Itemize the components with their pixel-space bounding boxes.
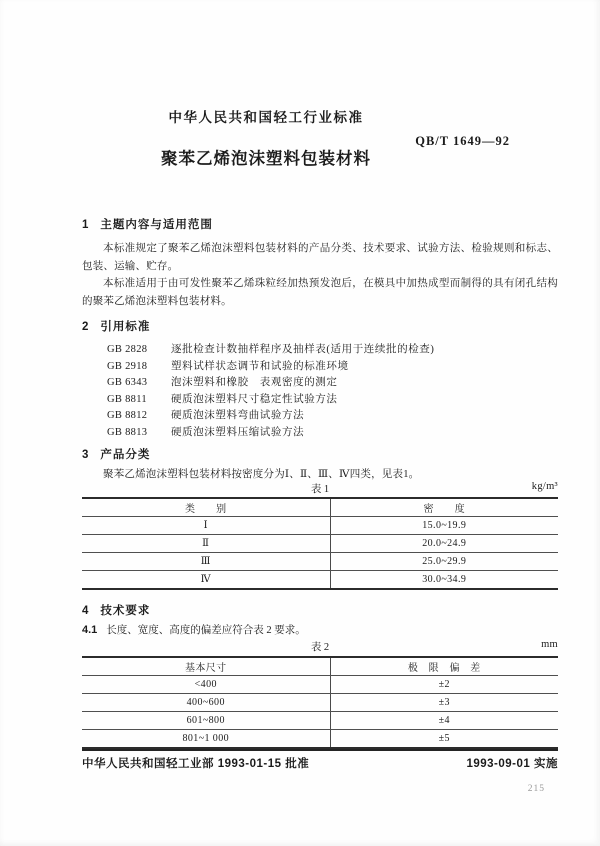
section-2-number: 2 (82, 321, 89, 333)
table-row (82, 571, 558, 590)
column-header-basic-size: 基本尺寸 (82, 657, 330, 676)
table-1-caption: 表 1 (310, 484, 330, 495)
section-1-heading (82, 216, 558, 232)
ref-code: GB 8811 (107, 393, 147, 405)
density-cell: 20.0~24.9 (330, 535, 558, 553)
ref-title: 硬质泡沫塑料尺寸稳定性试验方法 (171, 393, 338, 405)
column-header-class: 类 别 (82, 498, 330, 517)
section-2-heading (82, 318, 558, 334)
section-1-body (82, 240, 558, 310)
column-header-density: 密 度 (330, 498, 558, 517)
standard-org-line: 中华人民共和国轻工行业标准 (168, 110, 364, 125)
list-item (82, 341, 558, 358)
class-cell: Ⅰ (82, 517, 330, 535)
approval-statement: 中华人民共和国轻工业部 1993-01-15 批准 (82, 758, 310, 770)
ref-code: GB 6343 (107, 377, 148, 388)
deviation-cell: ±4 (330, 712, 558, 730)
table-row (82, 517, 558, 535)
section-3-number: 3 (82, 449, 89, 461)
deviation-cell: ±3 (330, 694, 558, 712)
table-1-caption-row (82, 481, 558, 496)
table-2-caption-row (82, 639, 558, 654)
size-cell: 801~1 000 (82, 730, 330, 749)
table-row (82, 676, 558, 694)
column-header-limit-deviation: 极 限 偏 差 (330, 657, 558, 676)
ref-code: GB 8813 (107, 426, 148, 438)
size-cell: <400 (82, 676, 330, 694)
table-row (82, 535, 558, 553)
deviation-cell: ±5 (438, 733, 450, 744)
classification-paragraph: 聚苯乙烯泡沫塑料包装材料按密度分为Ⅰ、Ⅱ、Ⅲ、Ⅳ四类，见表1。 (103, 469, 420, 480)
ref-title: 硬质泡沫塑料压缩试验方法 (171, 426, 305, 438)
class-cell: Ⅱ (82, 535, 330, 553)
scope-paragraph-1: 本标准规定了聚苯乙烯泡沫塑料包装材料的产品分类、技术要求、试验方法、检验规则和标志、包装、运输、贮存。 (82, 243, 558, 272)
footer-divider (82, 749, 558, 751)
section-4-heading (82, 602, 558, 618)
ref-title: 泡沫塑料和橡胶 表观密度的测定 (171, 377, 338, 388)
footer-line (82, 755, 558, 771)
table-header-row (82, 657, 558, 676)
list-item (82, 358, 558, 375)
list-item (82, 391, 558, 408)
ref-title: 塑料试样状态调节和试验的标准环境 (171, 360, 349, 372)
list-item (82, 424, 558, 441)
density-cell: 15.0~19.9 (330, 517, 558, 535)
referenced-standards-list (82, 341, 558, 440)
section-1-number: 1 (82, 219, 89, 231)
dimension-tolerance-table (82, 656, 558, 749)
implementation-date: 1993-09-01 实施 (466, 758, 558, 770)
table-2-caption: 表 2 (310, 642, 330, 653)
density-cell: 25.0~29.9 (330, 553, 558, 571)
section-3-title: 产品分类 (100, 449, 151, 461)
ref-code: GB 2828 (107, 344, 148, 355)
table-2-unit: mm (541, 639, 558, 650)
size-cell: 400~600 (82, 694, 330, 712)
clause-4-1-number: 4.1 (82, 624, 98, 636)
density-cell: 30.0~34.9 (422, 574, 467, 585)
list-item (82, 374, 558, 391)
page-number: 215 (527, 784, 545, 794)
scope-paragraph-2: 本标准适用于由可发性聚苯乙烯珠粒经加热预发泡后，在模具中加热成型而制得的具有闭孔结构的聚苯乙烯泡沫塑料包装材料。 (82, 278, 558, 307)
table-row (82, 730, 558, 749)
deviation-cell: ±2 (330, 676, 558, 694)
density-class-table (82, 497, 558, 590)
table-header-row (82, 498, 558, 517)
table-1-unit: kg/m³ (531, 481, 558, 492)
table-row (82, 694, 558, 712)
list-item (82, 407, 558, 424)
class-cell: Ⅳ (82, 571, 330, 590)
table-row (82, 553, 558, 571)
ref-code: GB 8812 (107, 410, 148, 421)
ref-title: 硬质泡沫塑料弯曲试验方法 (171, 410, 305, 421)
table-row (82, 712, 558, 730)
clause-4-1-text: 长度、宽度、高度的偏差应符合表 2 要求。 (106, 625, 306, 636)
standard-number: QB/T 1649—92 (415, 134, 510, 148)
document-title: 聚苯乙烯泡沫塑料包装材料 (161, 150, 371, 168)
class-cell: Ⅲ (82, 553, 330, 571)
ref-code: GB 2918 (107, 360, 148, 372)
section-3-heading (82, 446, 558, 462)
ref-title: 逐批检查计数抽样程序及抽样表(适用于连续批的检查) (171, 344, 435, 355)
section-4-number: 4 (82, 605, 89, 617)
section-4-title: 技术要求 (100, 605, 151, 617)
section-2-title: 引用标准 (100, 321, 151, 333)
clause-4-1 (82, 622, 558, 637)
section-1-title: 主题内容与适用范围 (100, 219, 213, 231)
size-cell: 601~800 (82, 712, 330, 730)
